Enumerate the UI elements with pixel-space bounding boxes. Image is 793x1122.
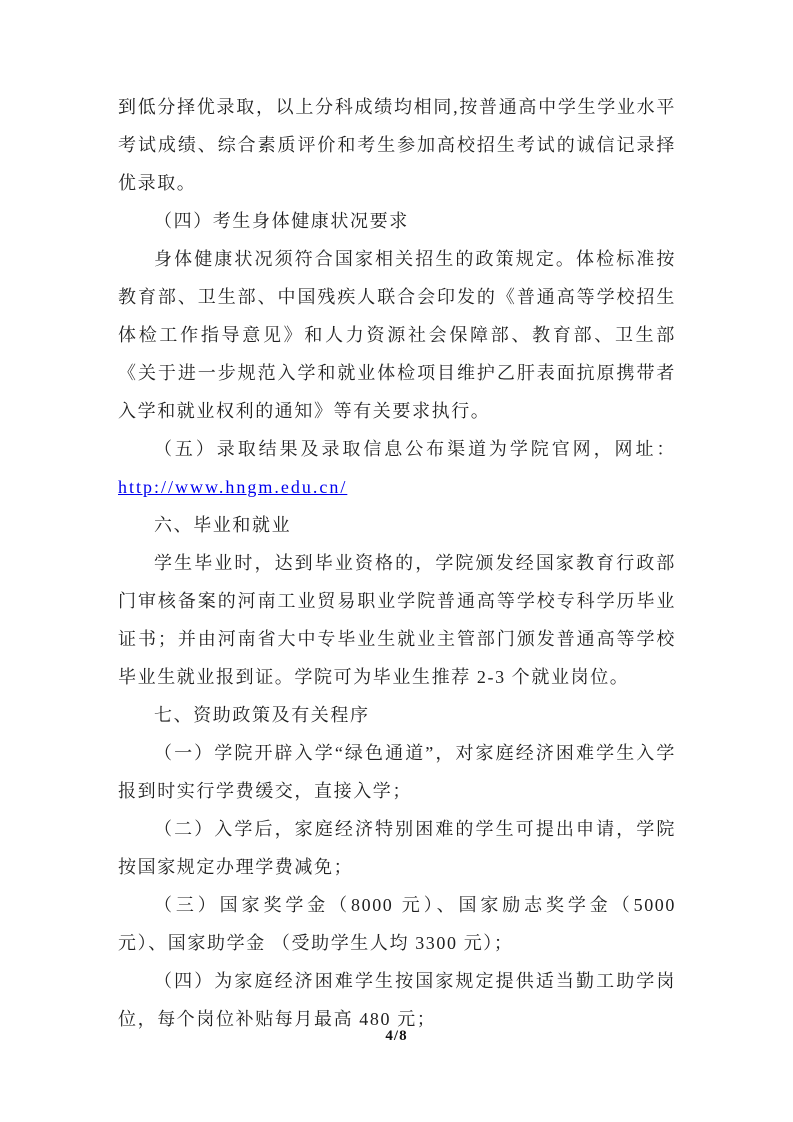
paragraph-admission-results: （五）录取结果及录取信息公布渠道为学院官网，网址： xyxy=(154,439,676,459)
page-number: 4/8 xyxy=(385,1028,408,1044)
paragraph-scholarships: （三）国家奖学金（8000 元）、国家励志奖学金（5000 元）、国家助学金 （受助学生人均 3300 元）； xyxy=(118,895,676,953)
heading-financial-aid: 七、资助政策及有关程序 xyxy=(154,705,370,725)
website-link[interactable]: http://www.hngm.edu.cn/ xyxy=(118,477,348,497)
subheading-health-requirement: （四）考生身体健康状况要求 xyxy=(154,211,409,231)
heading-graduation-employment: 六、毕业和就业 xyxy=(154,515,292,535)
paragraph-graduation-certificate: 学生毕业时，达到毕业资格的，学院颁发经国家教育行政部门审核备案的河南工业贸易职业学院普通高等学校专科学历毕业证书；并由河南省大中专毕业生就业主管部门颁发普通高等学校毕业生就业报到证。学院可为毕业生推荐 2-3 个就业岗位。 xyxy=(118,553,676,687)
document-body xyxy=(118,88,676,1038)
paragraph-tuition-reduction: （二）入学后，家庭经济特别困难的学生可提出申请，学院按国家规定办理学费减免； xyxy=(118,819,676,877)
paragraph-work-study: （四）为家庭经济困难学生按国家规定提供适当勤工助学岗位，每个岗位补贴每月最高 480 元； xyxy=(118,971,676,1029)
paragraph-green-channel: （一）学院开辟入学“绿色通道”，对家庭经济困难学生入学报到时实行学费缓交，直接入学； xyxy=(118,743,676,801)
paragraph-admission-ranking: 到低分择优录取，以上分科成绩均相同,按普通高中学生学业水平考试成绩、综合素质评价和考生参加高校招生考试的诚信记录择优录取。 xyxy=(118,97,676,193)
paragraph-health-standard: 身体健康状况须符合国家相关招生的政策规定。体检标准按教育部、卫生部、中国残疾人联合会印发的《普通高等学校招生体检工作指导意见》和人力资源社会保障部、教育部、卫生部《关于进一步规范入学和就业体检项目维护乙肝表面抗原携带者入学和就业权利的通知》等有关要求执行。 xyxy=(118,249,676,421)
website-link-line xyxy=(118,468,676,506)
